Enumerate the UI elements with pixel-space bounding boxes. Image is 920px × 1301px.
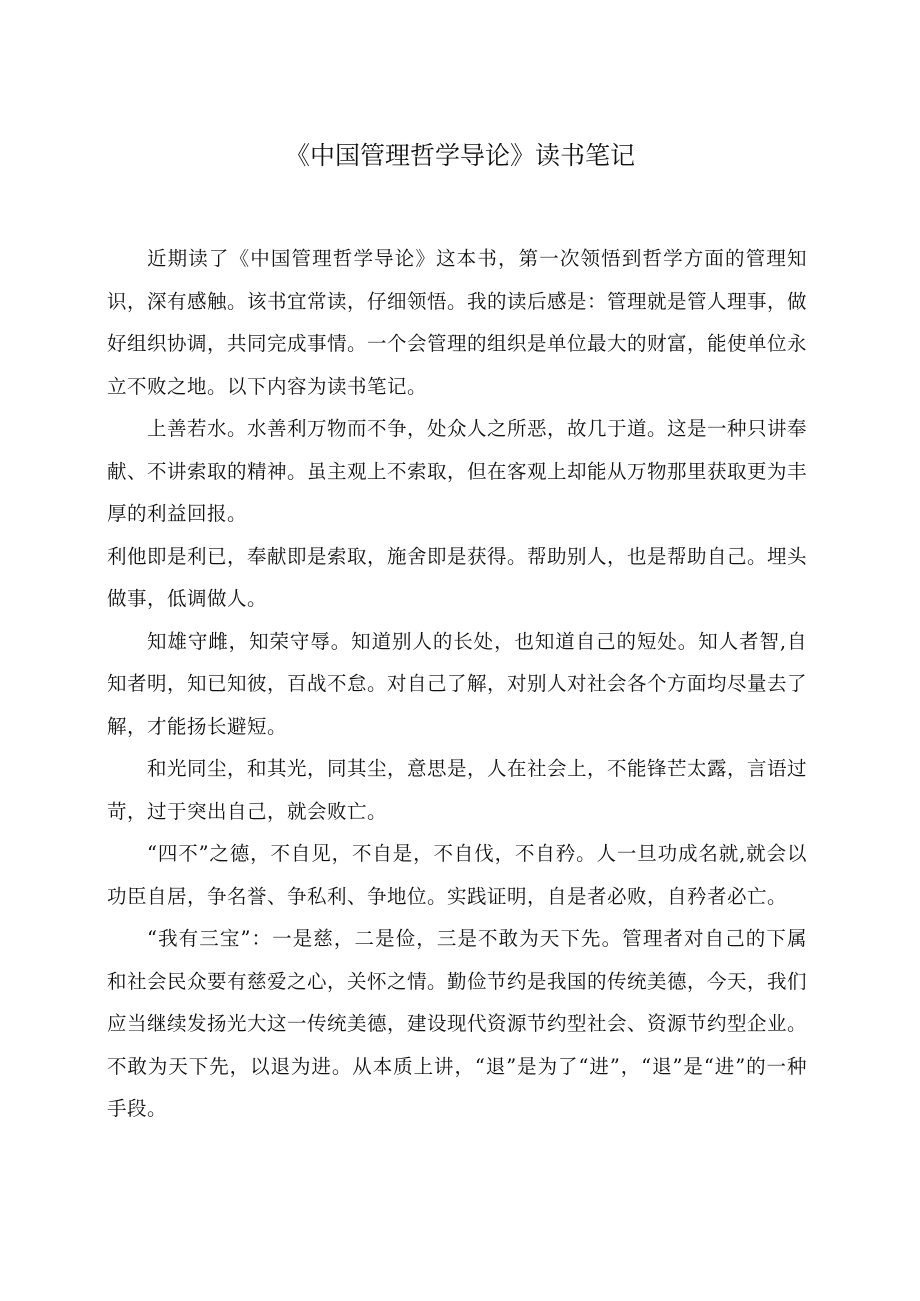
paragraph: 不敢为天下先，以退为进。从本质上讲，“退”是为了“进”，“退”是“进”的一种手段。 bbox=[107, 1054, 807, 1120]
document-title: 《中国管理哲学导论》读书笔记 bbox=[284, 141, 635, 170]
paragraph: 利他即是利已，奉献即是索取，施舍即是获得。帮助别人，也是帮助自己。埋头做事，低调做人。 bbox=[107, 544, 808, 610]
paragraph: 和光同尘，和其光，同其尘，意思是，人在社会上，不能锋芒太露，言语过苛，过于突出自己，就会败亡。 bbox=[107, 757, 808, 823]
paragraph: 上善若水。水善利万物而不争，处众人之所恶，故几于道。这是一种只讲奉献、不讲索取的精神。虽主观上不索取，但在客观上却能从万物那里获取更为丰厚的利益回报。 bbox=[107, 417, 808, 525]
document-body bbox=[107, 238, 807, 1131]
paragraph: “四不”之德，不自见，不自是，不自伐，不自矜。人一旦功成名就,就会以功臣自居，争名誉、争私利、争地位。实践证明，自是者必败，自矜者必亡。 bbox=[107, 842, 807, 908]
paragraph: 近期读了《中国管理哲学导论》这本书，第一次领悟到哲学方面的管理知识，深有感触。该书宜常读，仔细领悟。我的读后感是：管理就是管人理事，做好组织协调，共同完成事情。一个会管理的组织是单位最大的财富，能使单位永立不败之地。以下内容为读书笔记。 bbox=[107, 247, 808, 398]
paragraph: 知雄守雌，知荣守辱。知道别人的长处，也知道自己的短处。知人者智,自知者明，知已知彼，百战不怠。对自己了解，对别人对社会各个方面均尽量去了解，才能扬长避短。 bbox=[107, 629, 808, 738]
paragraph: “我有三宝”：一是慈，二是俭，三是不敢为天下先。管理者对自己的下属和社会民众要有慈爱之心，关怀之情。勤俭节约是我国的传统美德，今天，我们应当继续发扬光大这一传统美德，建设现代资源节约型社会、资源节约型企业。 bbox=[107, 927, 808, 1035]
